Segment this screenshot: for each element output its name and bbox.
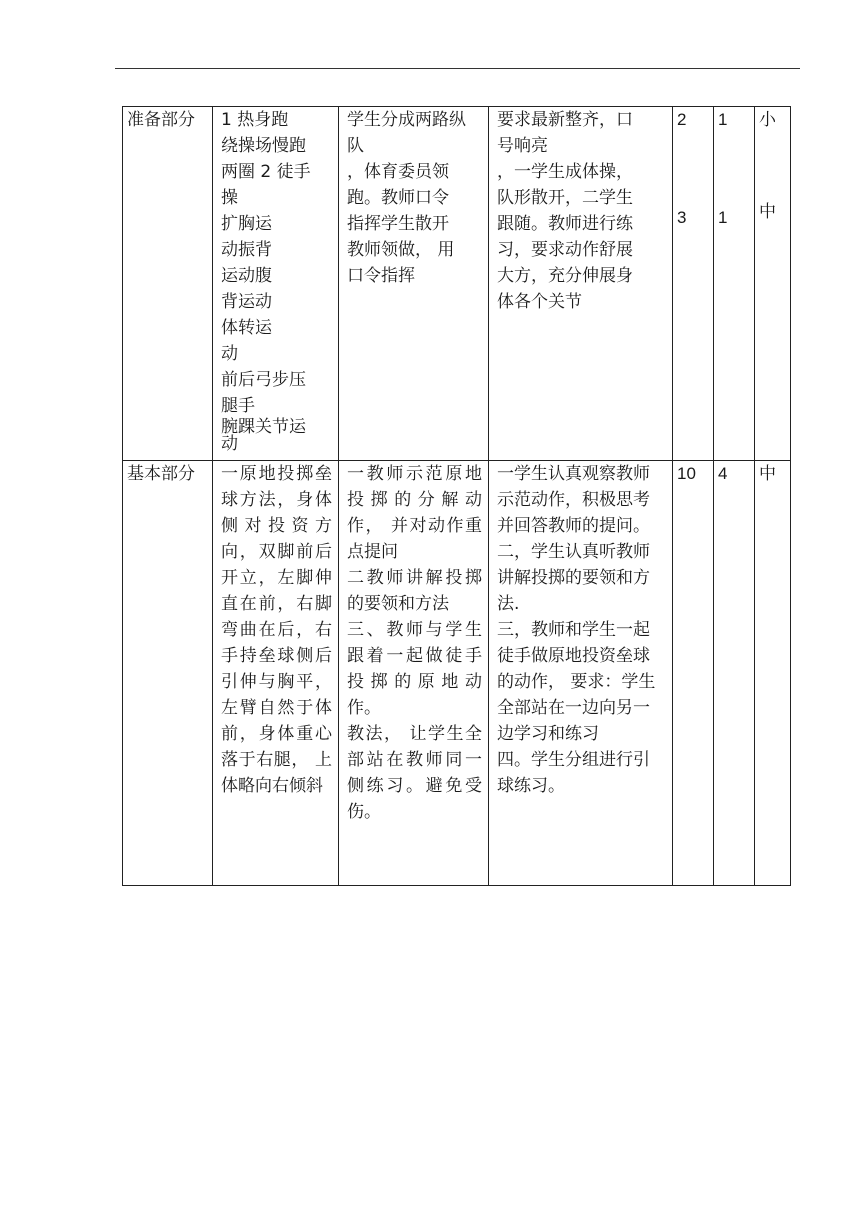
teacher-line: 口令指挥 [347,266,415,286]
student-line: 队形散开，二学生 [497,188,633,208]
intensity-cell [755,461,791,886]
section-label: 基本部分 [127,464,195,484]
teacher-activity-cell [339,107,489,461]
content-line: 1 热身跑 [221,110,289,130]
content-line: 操 [221,188,238,208]
table-row [123,461,791,886]
content-line: 扩胸运 [221,214,272,234]
student-line: 体各个关节 [497,292,582,312]
table-row [123,107,791,461]
student-line: 号响亮 [497,136,548,156]
time-cell [673,107,714,461]
content-line: 腕踝关节运 [221,417,306,437]
intensity-cell [755,107,791,461]
teacher-line: 学生分成两路纵 [347,110,466,130]
count-value: 4 [718,464,728,483]
teacher-line: 三、教师与学生跟着一起做徒手投掷的原地动作。 [347,620,482,718]
student-line: 习，要求动作舒展 [497,240,633,260]
content-line: 绕操场慢跑 [221,136,306,156]
content-line: 腿手 [221,396,255,416]
teacher-line: ，体育委员领 [347,162,449,182]
count-value: 1 [718,208,728,227]
teacher-line: 指挥学生散开 [347,214,449,234]
content-line: 动 [221,434,238,454]
content-text: 一原地投掷垒球方法，身体侧对投资方向，双脚前后开立，左脚伸直在前，右脚弯曲在后，右手持垒球侧后引伸与胸平，左臂自然于体前，身体重心落于右腿， 上体略向右倾斜 [221,464,332,796]
section-label: 准备部分 [127,110,195,130]
intensity-value: 中 [759,464,776,484]
student-activity-cell [489,107,673,461]
student-line: 二，学生认真听教师讲解投掷的要领和方法. [497,542,650,614]
student-activity-cell [489,461,673,886]
count-value: 1 [718,110,728,129]
content-line: 运动腹 [221,266,272,286]
content-cell [213,107,339,461]
header-rule [115,68,800,69]
content-line: 动振背 [221,240,272,260]
content-line: 背运动 [221,292,272,312]
time-value: 10 [677,464,696,483]
student-line: 大方，充分伸展身 [497,266,633,286]
student-line: 四。学生分组进行引球练习。 [497,750,650,796]
intensity-value: 小 [759,110,776,130]
student-line: 要求最新整齐，口 [497,110,633,130]
intensity-value: 中 [759,202,776,222]
student-line: 三，教师和学生一起徒手做原地投资垒球的动作， 要求：学生全部站在一边向另一边学习和练习 [497,620,656,744]
section-cell [123,107,213,461]
count-cell [714,107,755,461]
student-line: ，一学生成体操， [497,162,633,182]
teacher-line: 教法， 让学生全部站在教师同一侧练习。避免受伤。 [347,724,482,822]
time-value: 2 [677,110,687,129]
content-line: 前后弓步压 [221,370,306,390]
teacher-line: 队 [347,136,364,156]
student-line: 一学生认真观察教师示范动作，积极思考并回答教师的提问。 [497,464,650,536]
time-value: 3 [677,208,687,227]
teacher-line: 二教师讲解投掷的要领和方法 [347,568,482,614]
teacher-line: 一教师示范原地投掷的分解动作， 并对动作重点提问 [347,464,482,562]
content-line: 两圈 2 徒手 [221,162,311,182]
count-cell [714,461,755,886]
content-line: 体转运 [221,318,272,338]
student-line: 跟随。教师进行练 [497,214,633,234]
content-cell [213,461,339,886]
teacher-activity-cell [339,461,489,886]
content-line: 动 [221,344,238,364]
section-cell [123,461,213,886]
teacher-line: 教师领做， 用 [347,240,455,260]
teacher-line: 跑。教师口令 [347,188,449,208]
time-cell [673,461,714,886]
lesson-plan-table [122,106,791,886]
